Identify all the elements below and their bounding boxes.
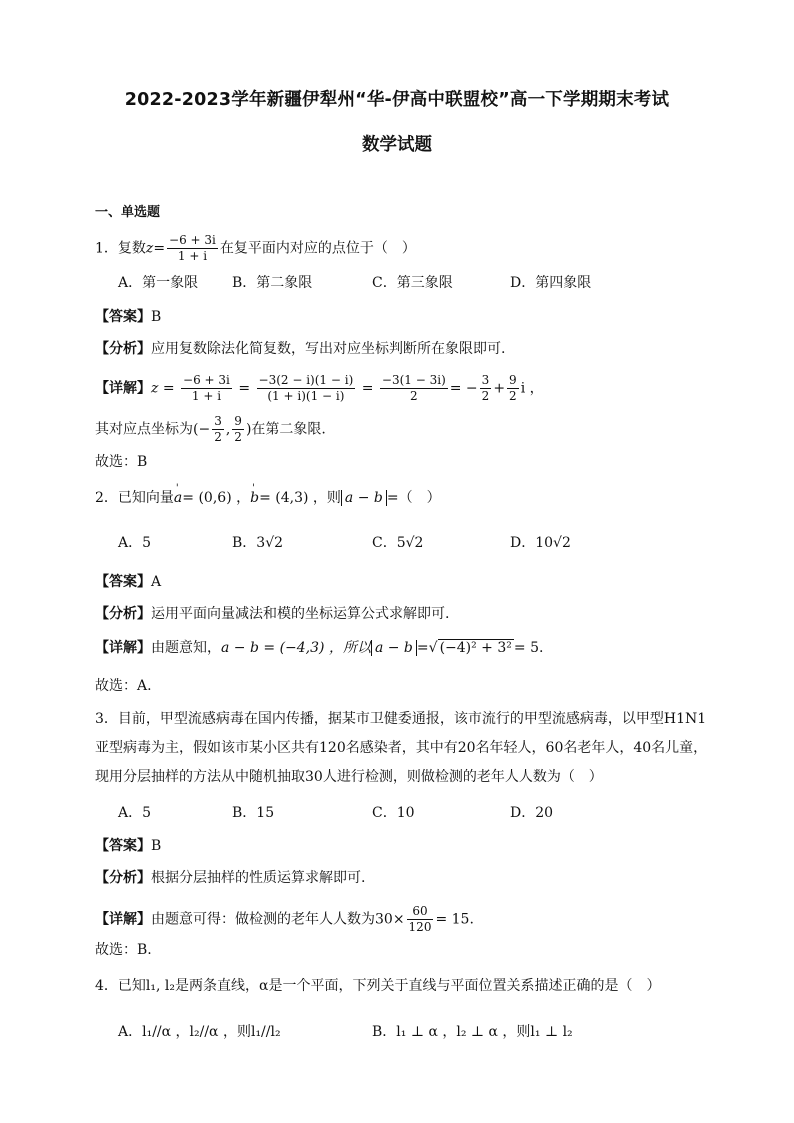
question-1-option-d: D．第四象限 <box>510 275 592 291</box>
question-2-option-b: B．3√2 <box>232 535 284 551</box>
question-2-analysis: 【分析】运用平面向量减法和模的坐标运算公式求解即可. <box>95 606 450 622</box>
question-1-stem: 1．复数z= $\frac{-6 + 3i}{1 + i}$ 在复平面内对应的点位于（ ） <box>95 233 416 263</box>
question-3-conclusion: 故选：B. <box>95 942 152 958</box>
question-2-detail: 【详解】由题意知，a − b = (−4,3) ，所以 a − b =√ (−4)² + 3² = 5. <box>95 640 544 656</box>
question-3-detail: 【详解】由题意可得：做检测的老年人人数为30× $\frac{60}{120}$ = 15. <box>95 904 474 934</box>
question-1-option-b: B．第二象限 <box>232 275 313 291</box>
question-1-conclusion: 故选：B <box>95 454 148 470</box>
question-3-stem-line3: 现用分层抽样的方法从中随机抽取30人进行检测，则做检测的老年人人数为（ ） <box>95 769 603 785</box>
question-3-option-b: B．15 <box>232 805 275 821</box>
question-3-analysis: 【分析】根据分层抽样的性质运算求解即可. <box>95 870 366 886</box>
question-3-answer: 【答案】B <box>95 838 162 854</box>
question-2-answer: 【答案】A <box>95 574 162 590</box>
question-3-stem-line1: 3．目前，甲型流感病毒在国内传播，据某市卫健委通报，该市流行的甲型流感病毒，以甲型H1N1 <box>95 711 707 727</box>
question-1-detail: 【详解】z = $\frac{-6 + 3i}{1 + i}$ = $\frac{-3(2 - i)(1 - i)}{(1 + i)(1 - i)}$ = $\frac{-3(1 - 3i)}{2}$ = − $\frac{3}{2}$ + $\frac{9}{2}$ i ， <box>95 373 544 403</box>
question-4-option-a: A．l₁//α ，l₂//α ，则l₁//l₂ <box>118 1024 281 1040</box>
question-4-stem: 4．已知l₁, l₂是两条直线，α是一个平面，下列关于直线与平面位置关系描述正确的是（ ） <box>95 978 661 994</box>
question-3-option-a: A．5 <box>118 805 152 821</box>
question-2-conclusion: 故选：A. <box>95 678 152 694</box>
question-2-option-a: A．5 <box>118 535 152 551</box>
question-2-option-c: C．5√2 <box>372 535 424 551</box>
question-1-coordinates: 其对应点坐标为(− $\frac{3}{2}$ , $\frac{9}{2}$ )在第二象限. <box>95 414 326 444</box>
question-1-answer: 【答案】B <box>95 309 162 325</box>
exam-title: 2022-2023学年新疆伊犁州“华-伊高中联盟校”高一下学期期末考试 <box>124 90 670 110</box>
question-1-analysis: 【分析】应用复数除法化简复数，写出对应坐标判断所在象限即可. <box>95 341 506 357</box>
question-1-option-c: C．第三象限 <box>372 275 453 291</box>
question-2-stem: 2．已知向量' a= (0,6) ，' b= (4,3) ，则 a − b =（ ） <box>95 488 441 508</box>
question-4-option-b: B．l₁ ⊥ α ，l₂ ⊥ α ，则l₁ ⊥ l₂ <box>372 1024 573 1040</box>
section-heading: 一、单选题 <box>95 205 161 220</box>
question-3-stem-line2: 亚型病毒为主，假如该市某小区共有120名感染者，其中有20名年轻人，60名老年人，40名儿童， <box>95 740 708 756</box>
question-3-option-d: D．20 <box>510 805 554 821</box>
question-2-option-d: D．10√2 <box>510 535 571 551</box>
question-3-option-c: C．10 <box>372 805 415 821</box>
question-1-option-a: A．第一象限 <box>118 275 199 291</box>
exam-subtitle: 数学试题 <box>362 135 432 155</box>
